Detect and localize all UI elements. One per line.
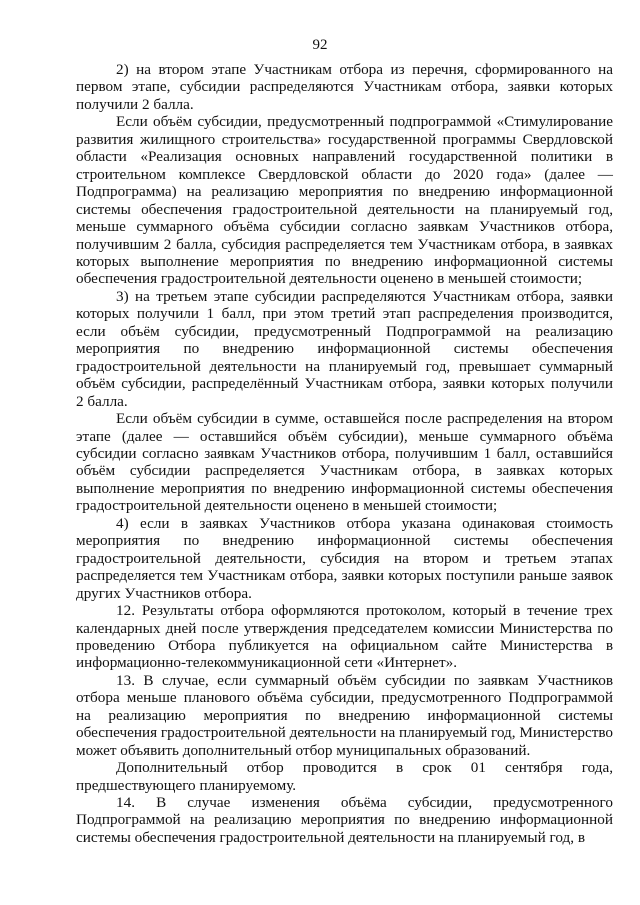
paragraph-line: Если объём субсидии, предусмотренный подпрограммой «Стимулирование [116,113,613,131]
paragraph-line: субсидии согласно заявкам Участников отбора, получившим 1 балл, оставшийся [76,444,613,462]
paragraph-p1 [76,61,613,113]
paragraph-p6 [76,602,613,672]
paragraph-line: Дополнительный отбор проводится в срок 01 сентября года, [116,759,613,777]
paragraph-line: 13. В случае, если суммарный объём субсидии по заявкам Участников [116,671,613,689]
paragraph-line: первом этапе, субсидии распределяются Участникам отбора, заявки которых [76,78,613,96]
paragraph-p5 [76,515,613,602]
paragraph-line: 14. В случае изменения объёма субсидии, предусмотренного [116,794,613,812]
paragraph-line: проведению Отбора публикуется на официальном сайте Министерства в [76,636,613,654]
paragraph-line: меньше суммарного объёма субсидии согласно заявкам Участников отбора, [76,218,613,236]
paragraph-line: 3) на третьем этапе субсидии распределяются Участникам отбора, заявки [116,287,613,305]
paragraph-line: 2) на втором этапе Участникам отбора из перечня, сформированного на [116,61,613,78]
paragraph-line: которых получили 1 балл, при этом третий этап распределения производится, [76,305,613,323]
paragraph-line: системы обеспечения градостроительной деятельности на планируемый год, [76,200,613,218]
paragraph-line: градостроительной деятельности оценено в меньшей стоимости; [76,497,498,515]
paragraph-p7 [76,672,613,759]
paragraph-line: получили 2 балла. [76,95,194,113]
paragraph-line: 4) если в заявках Участников отбора указана одинаковая стоимость [116,514,613,532]
paragraph-line: градостроительной деятельности, субсидия на втором и третьем этапах [76,549,613,567]
paragraph-line: если объём субсидии, предусмотренный Подпрограммой на реализацию [76,322,613,340]
paragraph-line: на реализацию мероприятия по внедрению информационной системы [76,706,613,724]
paragraph-line: строительном комплексе Свердловской области до 2020 года» (далее — [76,165,613,183]
paragraph-line: этапе (далее — оставшийся объём субсидии), меньше суммарного объёма [76,427,613,445]
paragraph-line: области «Реализация основных направлений государственной политики в [76,148,613,166]
paragraph-line: обеспечения градостроительной деятельности на планируемый год, Министерство [76,724,613,742]
paragraph-line: 12. Результаты отбора оформляются протоколом, который в течение трех [116,602,613,620]
paragraph-line: Подпрограммой на реализацию мероприятия по внедрению информационной [76,811,613,829]
paragraph-line: развития жилищного строительства» государственной программы Свердловской [76,130,613,148]
paragraph-p3 [76,288,613,410]
paragraph-line: календарных дней после утверждения председателем комиссии Министерства по [76,619,613,637]
paragraph-line: которых выполнение мероприятия по внедрению информационной системы [76,252,613,270]
paragraph-p8 [76,759,613,794]
paragraph-line: выполнение мероприятия по внедрению информационной системы обеспечения [76,479,613,497]
paragraph-line: информационно-телекоммуникационной сети «Интернет». [76,654,458,672]
paragraph-line: отбора меньше планового объёма субсидии, предусмотренного Подпрограммой [76,689,613,707]
paragraph-line: Подпрограмма) на реализацию мероприятия по внедрению информационной [76,183,613,201]
document-body [76,61,613,846]
paragraph-line: объём субсидии распределяется Участникам отбора, в заявках которых [76,462,613,480]
paragraph-line: Если объём субсидии в сумме, оставшейся после распределения на втором [116,410,613,428]
paragraph-p9 [76,794,613,846]
paragraph-p4 [76,410,613,515]
paragraph-line: других Участников отбора. [76,584,252,602]
paragraph-line: может объявить дополнительный отбор муниципальных образований. [76,741,531,759]
page-number: 92 [312,37,328,53]
paragraph-line: системы обеспечения градостроительной деятельности на планируемый год, в [76,828,586,846]
paragraph-line: мероприятия по внедрению информационной системы обеспечения [76,340,613,358]
paragraph-p2 [76,113,613,288]
paragraph-line: объём субсидии, распределённый Участникам отбора, заявки которых получили [76,375,613,393]
paragraph-line: градостроительной деятельности на планируемый год, превышает суммарный [76,357,613,375]
paragraph-line: 2 балла. [76,392,128,410]
paragraph-line: распределяется тем Участникам отбора, заявки которых поступили раньше заявок [76,567,613,585]
paragraph-line: получившим 2 балла, субсидия распределяется тем Участникам отбора, в заявках [76,235,613,253]
paragraph-line: предшествующего планируемому. [76,776,297,794]
paragraph-line: мероприятия по внедрению информационной системы обеспечения [76,532,613,550]
paragraph-line: обеспечения градостроительной деятельности оценено в меньшей стоимости; [76,270,583,288]
